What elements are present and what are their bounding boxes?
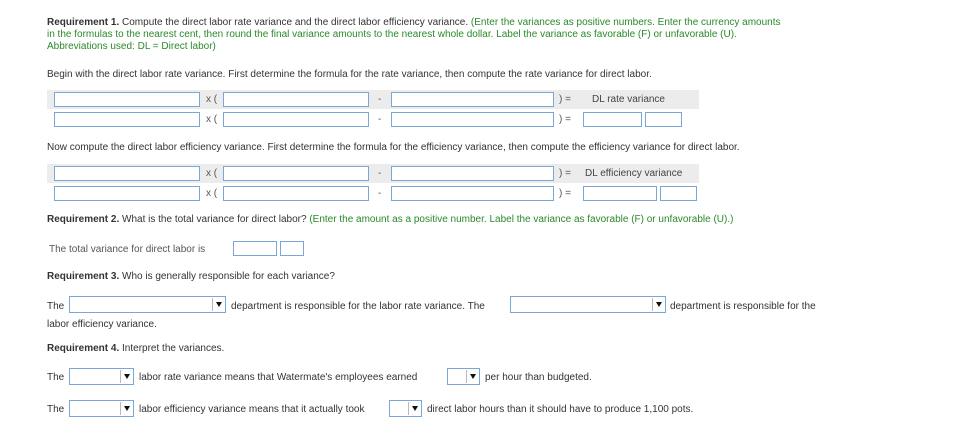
total-variance-amount-input[interactable] <box>233 241 277 256</box>
req3-the-label: The <box>47 301 65 312</box>
dl-efficiency-variance-label: DL efficiency variance <box>585 168 683 179</box>
efficiency-variance-intro: Now compute the direct labor efficiency variance. First determine the formula for the efficiency variance, then compute the efficiency variance for direct labor. <box>47 142 740 153</box>
requirement-2-instructions <box>47 214 733 225</box>
req4-row1-middle: labor rate variance means that Watermate's employees earned <box>139 372 418 383</box>
close-equals: ) = <box>559 188 571 199</box>
req4-row1-the: The <box>47 372 65 383</box>
eff-formula-input-3[interactable] <box>391 166 554 181</box>
hours-more-fewer-select[interactable] <box>389 400 422 417</box>
total-variance-prompt: The total variance for direct labor is <box>49 244 206 255</box>
chevron-down-icon <box>120 370 132 383</box>
req4-text: Interpret the variances. <box>119 343 225 354</box>
req2-note: (Enter the amount as a positive number. Label the variance as favorable (F) or unfavorable (U).) <box>309 214 734 225</box>
times-symbol: x ( <box>206 94 218 105</box>
req1-text: Compute the direct labor rate variance and the direct labor efficiency variance. <box>119 17 471 28</box>
rate-compute-input-3[interactable] <box>391 112 554 127</box>
dl-rate-variance-label: DL rate variance <box>592 94 665 105</box>
req3-text: Who is generally responsible for each variance? <box>119 271 335 282</box>
chevron-down-icon <box>212 298 224 311</box>
req2-heading: Requirement 2. <box>47 214 120 225</box>
req4-row2-middle: labor efficiency variance means that it actually took <box>139 404 365 415</box>
close-equals: ) = <box>559 168 571 179</box>
req3-heading: Requirement 3. <box>47 271 120 282</box>
rate-variance-amount-input[interactable] <box>583 112 642 127</box>
eff-variance-fu-input[interactable] <box>660 186 697 201</box>
earned-more-less-select[interactable] <box>447 368 480 385</box>
times-symbol: x ( <box>206 114 218 125</box>
rate-compute-input-2[interactable] <box>223 112 369 127</box>
req3-end-text: department is responsible for the <box>670 301 816 312</box>
rate-formula-input-1[interactable] <box>54 92 200 107</box>
eff-compute-input-3[interactable] <box>391 186 554 201</box>
close-equals: ) = <box>559 94 571 105</box>
rate-formula-input-3[interactable] <box>391 92 554 107</box>
eff-compute-input-1[interactable] <box>54 186 200 201</box>
chevron-down-icon <box>652 298 664 311</box>
rate-variance-fu-input[interactable] <box>645 112 682 127</box>
chevron-down-icon <box>466 370 478 383</box>
minus-symbol: - <box>378 188 382 199</box>
req4-heading: Requirement 4. <box>47 343 120 354</box>
req1-note-line2: in the formulas to the nearest cent, then round the final variance amounts to the nearest whole dollar. Label the variance as favorable (F) or unfavorable (U). <box>47 29 737 40</box>
req3-middle-text: department is responsible for the labor rate variance. The <box>231 301 485 312</box>
close-equals: ) = <box>559 114 571 125</box>
minus-symbol: - <box>378 114 382 125</box>
rate-variance-intro: Begin with the direct labor rate variance. First determine the formula for the rate variance, then compute the rate variance for direct labor. <box>47 69 652 80</box>
chevron-down-icon <box>408 402 420 415</box>
eff-compute-input-2[interactable] <box>223 186 369 201</box>
times-symbol: x ( <box>206 168 218 179</box>
efficiency-variance-favorable-select[interactable] <box>69 400 134 417</box>
req3-end-text-line2: labor efficiency variance. <box>47 319 157 330</box>
req1-note-line1: (Enter the variances as positive numbers. Enter the currency amounts <box>470 17 781 28</box>
req1-note-line3: Abbreviations used: DL = Direct labor) <box>47 41 216 52</box>
eff-formula-input-2[interactable] <box>223 166 369 181</box>
requirement-4-instructions <box>47 343 224 354</box>
times-symbol: x ( <box>206 188 218 199</box>
req4-row2-the: The <box>47 404 65 415</box>
rate-responsible-department-select[interactable] <box>69 296 226 313</box>
eff-formula-input-1[interactable] <box>54 166 200 181</box>
minus-symbol: - <box>378 168 382 179</box>
efficiency-responsible-department-select[interactable] <box>510 296 666 313</box>
total-variance-fu-input[interactable] <box>280 241 304 256</box>
rate-variance-favorable-select[interactable] <box>69 368 134 385</box>
rate-formula-input-2[interactable] <box>223 92 369 107</box>
eff-variance-amount-input[interactable] <box>583 186 657 201</box>
req2-text: What is the total variance for direct labor? <box>119 214 310 225</box>
req4-row2-end: direct labor hours than it should have to produce 1,100 pots. <box>427 404 694 415</box>
req4-row1-end: per hour than budgeted. <box>485 372 592 383</box>
chevron-down-icon <box>120 402 132 415</box>
requirement-3-instructions <box>47 271 335 282</box>
req1-heading: Requirement 1. <box>47 17 120 28</box>
minus-symbol: - <box>378 94 382 105</box>
rate-compute-input-1[interactable] <box>54 112 200 127</box>
